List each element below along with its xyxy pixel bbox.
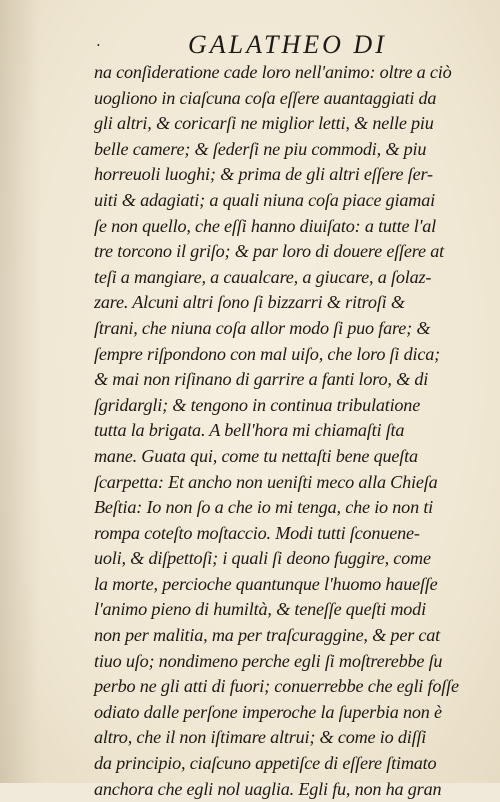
text-line: na conſideratione cade loro nell'animo: oltre a ciò: [94, 62, 452, 82]
text-line: l'animo pieno di humiltà, & teneſſe queſti modi: [94, 599, 426, 620]
text-line: non per malitia, ma per traſcuraggine, & per cat: [94, 625, 441, 646]
text-line: perbo ne gli atti di fuori; conuerrebbe che egli foſſe: [94, 676, 459, 697]
text-line: altro, che il non iſtimare altrui; & come io diſſi: [94, 727, 427, 748]
folio-mark: ·: [96, 36, 101, 54]
text-line: zare. Alcuni altri ſono ſi bizzarri & ritroſi &: [94, 292, 405, 313]
text-line: la morte, percioche quantunque l'huomo haueſſe: [94, 573, 438, 594]
text-line: tiuo uſo; nondimeno perche egli ſi moſtrerebbe ſu: [94, 650, 443, 671]
text-line: belle camere; & ſederſi ne piu commodi, & piu: [94, 138, 427, 159]
text-line: da principio, ciaſcuno appetiſce di eſſere ſtimato: [94, 753, 437, 774]
text-line: uogliono in ciaſcuna coſa eſſere auantaggiati da: [94, 87, 437, 108]
text-line: odiato dalle perſone imperoche la ſuperbia non è: [94, 701, 442, 722]
page-gutter-shadow: [0, 0, 40, 783]
text-line: mane. Guata qui, come tu nettaſti bene queſta: [94, 445, 418, 466]
text-line: uoli, & diſpettoſi; i quali ſi deono fuggire, come: [94, 548, 431, 569]
text-line: anchora che egli nol uaglia. Egli fu, non ha gran: [94, 778, 442, 799]
text-line: rompa coteſto moſtaccio. Modi tutti ſconuene-: [94, 522, 420, 543]
text-line: ſtrani, che niuna coſa allor modo ſi puo fare; &: [94, 317, 431, 338]
text-line: ſe non quello, che eſſi hanno diuiſato: a tutte l'al: [94, 215, 437, 236]
text-line: teſi a mangiare, a caualcare, a giucare, a ſolaz-: [94, 266, 432, 287]
text-line: tutta la brigata. A bell'hora mi chiamaſti ſta: [94, 420, 405, 441]
text-line: ſcarpetta: Et ancho non ueniſti meco alla Chieſa: [94, 471, 438, 492]
running-head: [90, 30, 470, 60]
text-line: horreuoli luoghi; & prima de gli altri eſſere ſer-: [94, 164, 433, 185]
text-line: & mai non riſinano di garrire a fanti loro, & di: [94, 369, 429, 390]
running-head-title: GALATHEO DI: [188, 30, 387, 59]
text-line: ſgridargli; & tengono in continua tribulatione: [94, 394, 421, 415]
text-line: tre torcono il griſo; & par loro di douere eſſere at: [94, 241, 444, 262]
text-line: gli altri, & coricarſi ne miglior letti, & nelle piu: [94, 113, 434, 134]
body-text: [94, 60, 474, 802]
text-line: Beſtia: Io non ſo a che io mi tenga, che io non ti: [94, 497, 434, 518]
text-line: ſempre riſpondono con mal uiſo, che loro ſi dica;: [94, 343, 440, 364]
text-line: uiti & adagiati; a quali niuna coſa piace giamai: [94, 189, 435, 210]
